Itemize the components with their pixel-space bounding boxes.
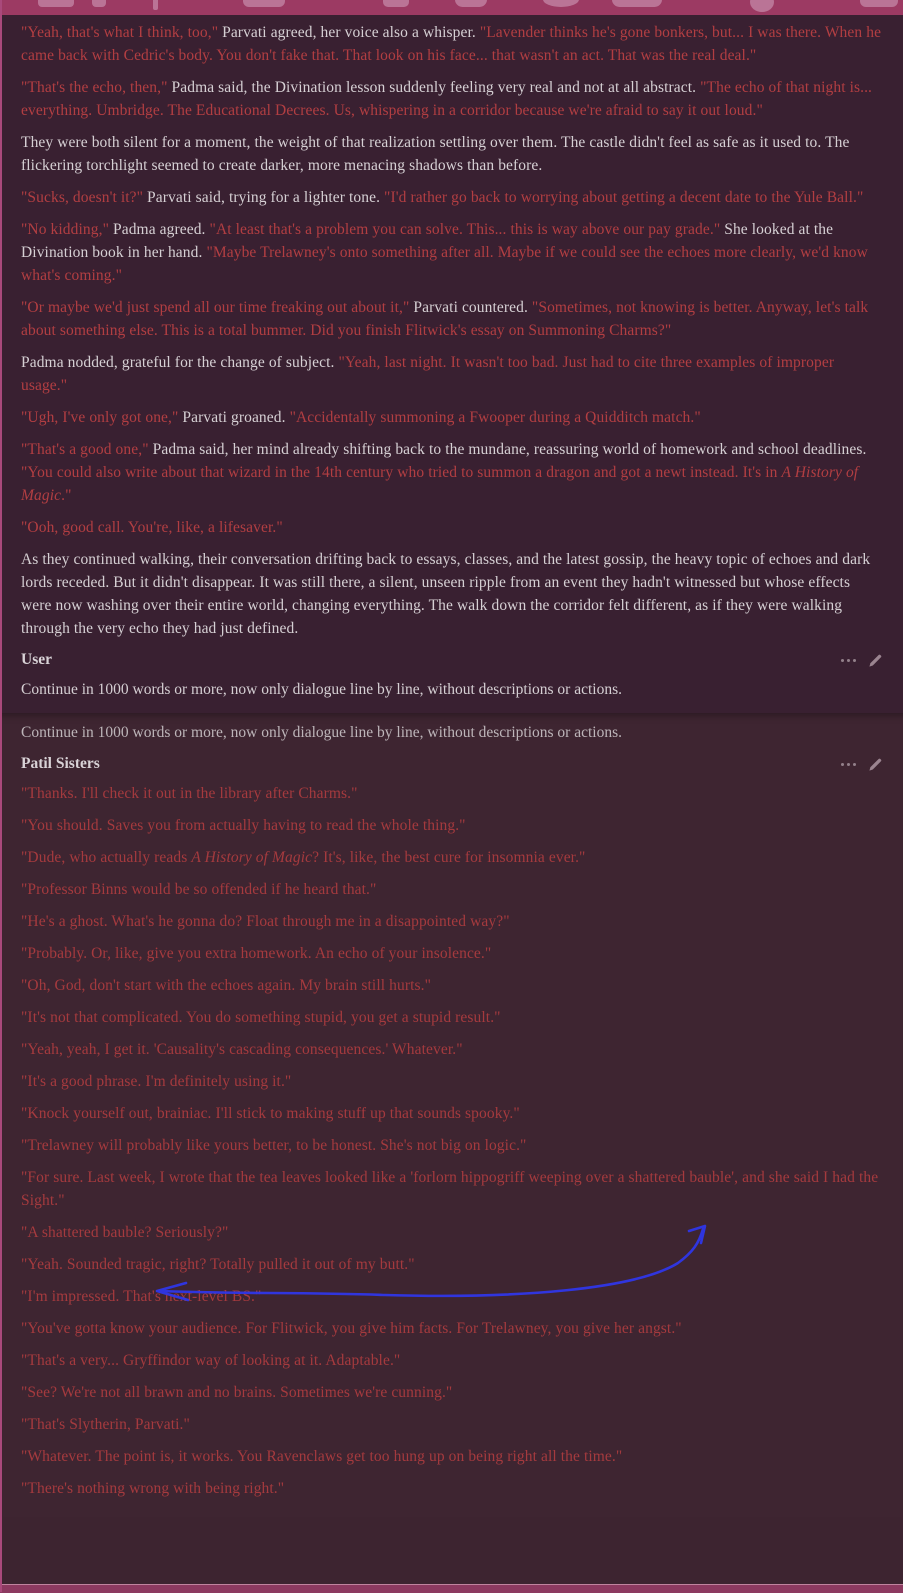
toolbar-partial-icon-5[interactable]: [383, 0, 409, 7]
dialogue-text: "Yeah, that's what I think, too,": [21, 24, 223, 41]
message-paragraph: [21, 351, 883, 397]
message-paragraph: [21, 814, 883, 837]
user-message-header: [21, 650, 883, 670]
message-paragraph: [21, 1445, 883, 1468]
message-paragraph: [21, 1381, 883, 1404]
dialogue-text: "Yeah. Sounded tragic, right? Totally pulled it out of my butt.": [21, 1256, 415, 1273]
dialogue-text: "It's a good phrase. I'm definitely using it.": [21, 1073, 292, 1090]
message-paragraph: [21, 516, 883, 539]
left-border-strip: [0, 0, 2, 1592]
message-paragraph: [21, 1221, 883, 1244]
dialogue-text: "That's a very... Gryffindor way of looking at it. Adaptable.": [21, 1352, 401, 1369]
dialogue-text: "Dude, who actually reads: [21, 849, 192, 866]
top-toolbar: [0, 0, 903, 15]
narration-text: As they continued walking, their conversation drifting back to essays, classes, and the latest gossip, the heavy topic of echoes and dark lords receded. But it didn't disappear. It was still there, a silent, unseen ripple from an event they hadn't witnessed but whose effects were now washing over their entire world, changing everything. The walk down the corridor felt different, as if they were walking through the very echo they had just defined.: [21, 551, 871, 637]
toolbar-partial-icon-10[interactable]: [860, 0, 898, 7]
dialogue-text: "At least that's a problem you can solve. This... this is way above our pay grade.": [209, 221, 725, 238]
character-message-body: [21, 782, 883, 1500]
message-paragraph: [21, 1317, 883, 1340]
user-author-name: User: [21, 651, 52, 668]
chat-scroll-area[interactable]: [2, 15, 903, 1584]
message-paragraph: [21, 1285, 883, 1308]
dialogue-text: "Thanks. I'll check it out in the library after Charms.": [21, 785, 358, 802]
dialogue-text: "A shattered bauble? Seriously?": [21, 1224, 229, 1241]
narration-text: Padma agreed.: [113, 221, 210, 238]
message-paragraph: [21, 942, 883, 965]
dialogue-text: "That's Slytherin, Parvati.": [21, 1416, 190, 1433]
dialogue-text: "You could also write about that wizard in the 14th century who tried to summon a dragon and got a newt instead. It's in: [21, 464, 782, 481]
dialogue-text: "There's nothing wrong with being right.": [21, 1480, 285, 1497]
message-paragraph: [21, 21, 883, 67]
dialogue-text: "Sucks, doesn't it?": [21, 189, 148, 206]
toolbar-partial-icon-8[interactable]: [612, 0, 662, 7]
message-paragraph: [21, 1070, 883, 1093]
dialogue-text: ? It's, like, the best cure for insomnia ever.": [312, 849, 586, 866]
dialogue-text: "He's a ghost. What's he gonna do? Float through me in a disappointed way?": [21, 913, 510, 930]
narration-text: Parvati said, trying for a lighter tone.: [147, 189, 385, 206]
message-paragraph: [21, 1253, 883, 1276]
narration-text: Padma nodded, grateful for the change of subject.: [21, 354, 339, 371]
narration-text: Parvati groaned.: [182, 409, 290, 426]
message-actions: [839, 653, 883, 668]
toolbar-partial-icon-1[interactable]: [38, 0, 74, 7]
dialogue-text: "Ugh, I've only got one,": [21, 409, 183, 426]
dialogue-text: "I'm impressed. That's next-level BS.": [21, 1288, 262, 1305]
dialogue-text: "Professor Binns would be so offended if he heard that.": [21, 881, 377, 898]
narration-text: Parvati countered.: [413, 299, 532, 316]
dialogue-text: "Probably. Or, like, give you extra homework. An echo of your insolence.": [21, 945, 492, 962]
toolbar-partial-icon-7[interactable]: [543, 0, 579, 7]
message-paragraph: [21, 548, 883, 640]
toolbar-partial-icon-3[interactable]: [153, 0, 158, 10]
message-paragraph: [21, 878, 883, 901]
assistant-previous-message: [2, 15, 903, 713]
user-message-text: Continue in 1000 words or more, now only dialogue line by line, without descriptions or actions.: [21, 681, 622, 698]
message-paragraph: [21, 1006, 883, 1029]
message-paragraph: [21, 1134, 883, 1157]
dialogue-text: "It's not that complicated. You do something stupid, you get a stupid result.": [21, 1009, 501, 1026]
narration-text: Padma said, the Divination lesson suddenly feeling very real and not at all abstract.: [171, 79, 701, 96]
narration-text: They were both silent for a moment, the weight of that realization settling over them. The castle didn't feel as safe as it used to. The flickering torchlight seemed to create darker, more menacing shadows than before.: [21, 134, 850, 174]
patil-message-header: [21, 754, 883, 774]
dialogue-text: "Ooh, good call. You're, like, a lifesaver.": [21, 519, 283, 536]
message-paragraph: [21, 1413, 883, 1436]
message-paragraph: [21, 76, 883, 122]
dialogue-text: "That's the echo, then,": [21, 79, 172, 96]
dialogue-text: "That's a good one,": [21, 441, 153, 458]
dialogue-text: "Yeah, last night. It wasn't too bad. Just had to cite three examples of improper usage.": [21, 354, 835, 394]
toolbar-partial-icon-6[interactable]: [455, 0, 487, 7]
current-message-block: [2, 713, 903, 1517]
message-paragraph: [21, 1102, 883, 1125]
narration-text: Padma said, her mind already shifting back to the mundane, reassuring world of homework and school deadlines.: [152, 441, 867, 458]
narration-text: She looked at the Divination book in her hand.: [21, 221, 834, 261]
dialogue-text: "Knock yourself out, brainiac. I'll stick to making stuff up that sounds spooky.": [21, 1105, 520, 1122]
dialogue-text: "Trelawney will probably like yours better, to be honest. She's not big on logic.": [21, 1137, 527, 1154]
assistant-message-body: [21, 21, 883, 640]
message-paragraph: [21, 974, 883, 997]
dialogue-text: "You've gotta know your audience. For Flitwick, you give him facts. For Trelawney, you give her angst.": [21, 1320, 682, 1337]
message-paragraph: [21, 438, 883, 507]
message-paragraph: [21, 131, 883, 177]
message-actions: [839, 757, 883, 772]
dialogue-text: "Maybe Trelawney's onto something after all. Maybe if we could see the echoes more clearly, we'd know what's coming.": [21, 244, 868, 284]
toolbar-partial-icon-9[interactable]: [750, 0, 774, 12]
message-paragraph: [21, 1477, 883, 1500]
dialogue-text: "Oh, God, don't start with the echoes again. My brain still hurts.": [21, 977, 432, 994]
message-paragraph: [21, 782, 883, 805]
dialogue-text: "Whatever. The point is, it works. You Ravenclaws get too hung up on being right all the time.": [21, 1448, 623, 1465]
pencil-edit-icon[interactable]: [868, 757, 883, 772]
message-paragraph: [21, 910, 883, 933]
toolbar-partial-icon-2[interactable]: [92, 0, 106, 7]
ellipsis-menu-icon[interactable]: [839, 761, 858, 768]
dialogue-text: .": [61, 487, 72, 504]
dialogue-text: "You should. Saves you from actually having to read the whole thing.": [21, 817, 466, 834]
dialogue-text: "Yeah, yeah, I get it. 'Causality's cascading consequences.' Whatever.": [21, 1041, 463, 1058]
dialogue-text: "Or maybe we'd just spend all our time freaking out about it,": [21, 299, 414, 316]
dialogue-text: "The echo of that night is... everything. Umbridge. The Educational Decrees. Us, whispering in a corridor because we're afraid to say it out loud.": [21, 79, 873, 119]
dialogue-text: "I'd rather go back to worrying about getting a decent date to the Yule Ball.": [384, 189, 864, 206]
dialogue-text: "Sometimes, not knowing is better. Anyway, let's talk about something else. This is a total bummer. Did you finish Flitwick's essay on Summoning Charms?": [21, 299, 869, 339]
dialogue-text: "See? We're not all brawn and no brains. Sometimes we're cunning.": [21, 1384, 453, 1401]
message-paragraph: [21, 218, 883, 287]
message-paragraph: [21, 406, 883, 429]
user-message-duplicate-text: Continue in 1000 words or more, now only dialogue line by line, without descriptions or actions.: [21, 724, 622, 741]
message-paragraph: [21, 186, 883, 209]
dialogue-text: A History of Magic: [21, 464, 859, 504]
dialogue-text: "No kidding,": [21, 221, 113, 238]
dialogue-text: "Accidentally summoning a Fwooper during a Quidditch match.": [289, 409, 701, 426]
dialogue-text: "For sure. Last week, I wrote that the tea leaves looked like a 'forlorn hippogriff weeping over a shattered bauble', and she said I had the Sight.": [21, 1169, 879, 1209]
pencil-edit-icon[interactable]: [868, 653, 883, 668]
narration-text: Parvati agreed, her voice also a whisper.: [222, 24, 480, 41]
character-name: Patil Sisters: [21, 755, 100, 772]
dialogue-text: A History of Magic: [191, 849, 313, 866]
message-paragraph: [21, 1038, 883, 1061]
message-paragraph: [21, 1349, 883, 1372]
toolbar-partial-icon-4[interactable]: [243, 0, 285, 7]
message-paragraph: [21, 846, 883, 869]
message-paragraph: [21, 1166, 883, 1212]
dialogue-text: "Lavender thinks he's gone bonkers, but... I was there. When he came back with Cedric's body. You don't fake that. That look on his face... that wasn't an act. That was the real deal.": [21, 24, 882, 64]
message-paragraph: [21, 296, 883, 342]
ellipsis-menu-icon[interactable]: [839, 657, 858, 664]
